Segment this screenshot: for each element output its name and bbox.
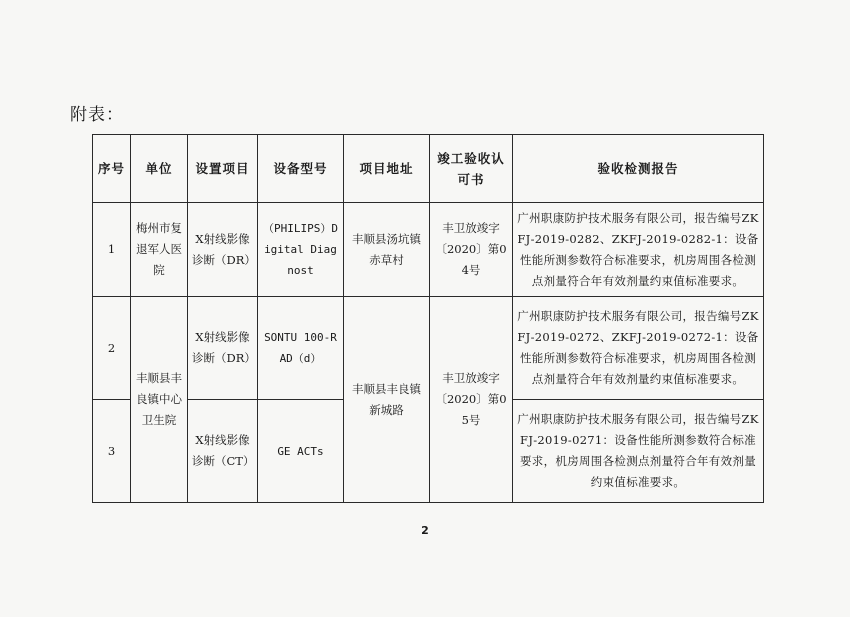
row-report: 广州职康防护技术服务有限公司，报告编号ZKFJ-2019-0272、ZKFJ-2019-0272-1：设备性能所测参数符合标准要求，机房周围各检测点剂量符合年有效剂量约束值标准要求。 [513, 297, 764, 400]
row-project: X射线影像诊断（CT） [188, 400, 258, 503]
row-report: 广州职康防护技术服务有限公司，报告编号ZKFJ-2019-0271：设备性能所测参数符合标准要求，机房周围各检测点剂量符合年有效剂量约束值标准要求。 [513, 400, 764, 503]
header-unit: 单位 [131, 135, 188, 203]
table-row [93, 203, 764, 297]
table-header-row [93, 135, 764, 203]
row-model: （PHILIPS）Digital Diagnost [258, 203, 344, 297]
header-project: 设置项目 [188, 135, 258, 203]
row-model: GE ACTs [258, 400, 344, 503]
appendix-table [92, 134, 764, 503]
table-row [93, 297, 764, 400]
page-number: 2 [421, 524, 429, 537]
appendix-label: 附表： [70, 105, 124, 125]
header-approval: 竣工验收认可书 [430, 135, 513, 203]
row-report: 广州职康防护技术服务有限公司，报告编号ZKFJ-2019-0282、ZKFJ-2019-0282-1：设备性能所测参数符合标准要求，机房周围各检测点剂量符合年有效剂量约束值标准要求。 [513, 203, 764, 297]
row-unit: 丰顺县丰良镇中心卫生院 [131, 297, 188, 503]
row-address: 丰顺县汤坑镇赤草村 [344, 203, 430, 297]
row-unit: 梅州市复退军人医院 [131, 203, 188, 297]
row-approval: 丰卫放竣字〔2020〕第05号 [430, 297, 513, 503]
row-project: X射线影像诊断（DR） [188, 203, 258, 297]
row-model: SONTU 100-RAD（d） [258, 297, 344, 400]
row-index: 2 [93, 297, 131, 400]
header-index: 序号 [93, 135, 131, 203]
row-project: X射线影像诊断（DR） [188, 297, 258, 400]
header-address: 项目地址 [344, 135, 430, 203]
row-index: 3 [93, 400, 131, 503]
row-index: 1 [93, 203, 131, 297]
row-address: 丰顺县丰良镇新城路 [344, 297, 430, 503]
header-model: 设备型号 [258, 135, 344, 203]
row-approval: 丰卫放竣字〔2020〕第04号 [430, 203, 513, 297]
header-report: 验收检测报告 [513, 135, 764, 203]
